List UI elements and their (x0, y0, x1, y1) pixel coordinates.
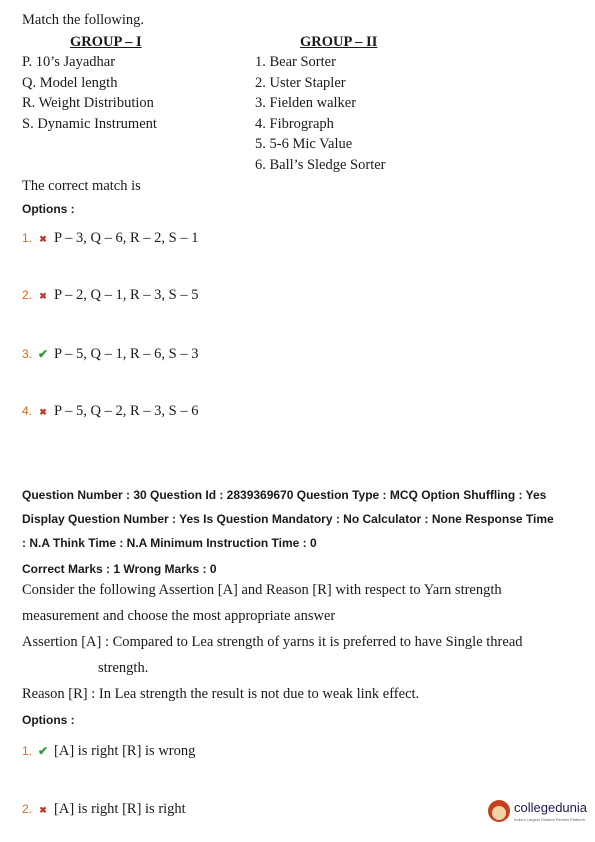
group2-item: 3. Fielden walker (255, 95, 357, 111)
group2-item: 2. Uster Stapler (255, 75, 346, 91)
option-text: P – 5, Q – 1, R – 6, S – 3 (54, 346, 199, 362)
cross-icon: ✖ (39, 407, 47, 417)
cross-icon: ✖ (39, 234, 47, 244)
option-number: 4. (22, 404, 33, 418)
question-meta-line: Question Number : 30 Question Id : 2839369670 Question Type : MCQ Option Shuffling : Yes (22, 488, 547, 502)
option-text: P – 2, Q – 1, R – 3, S – 5 (54, 287, 199, 303)
assertion-text: Assertion [A] : Compared to Lea strength of yarns it is preferred to have Single thread (22, 634, 523, 650)
check-icon: ✔ (37, 744, 49, 758)
option-row (22, 345, 199, 363)
group1-item: P. 10’s Jayadhar (22, 54, 116, 70)
group2-item: 4. Fibrograph (255, 116, 334, 132)
option-number: 3. (22, 347, 33, 361)
group2-header: GROUP – II (300, 34, 378, 50)
group2-item: 5. 5-6 Mic Value (255, 136, 353, 152)
option-row (22, 229, 199, 247)
group2-item: 6. Ball’s Sledge Sorter (255, 157, 386, 173)
cross-icon: ✖ (39, 805, 47, 815)
collegedunia-logo (488, 798, 595, 834)
mascot-icon (488, 800, 510, 822)
option-row (22, 402, 199, 420)
option-text: P – 3, Q – 6, R – 2, S – 1 (54, 230, 199, 246)
option-number: 1. (22, 744, 33, 758)
question-meta-line: Display Question Number : Yes Is Question Mandatory : No Calculator : None Response Time (22, 512, 554, 526)
logo-name: collegedunia (514, 800, 588, 815)
group2-item: 1. Bear Sorter (255, 54, 336, 70)
group1-item: R. Weight Distribution (22, 95, 154, 111)
cross-icon: ✖ (39, 291, 47, 301)
group1-item: S. Dynamic Instrument (22, 116, 157, 132)
option-text: [A] is right [R] is wrong (54, 743, 196, 759)
group1-header: GROUP – I (70, 34, 142, 50)
group1-item: Q. Model length (22, 75, 118, 91)
option-row (22, 800, 186, 818)
q2-stem: measurement and choose the most appropriate answer (22, 608, 336, 624)
question-meta-line: : N.A Think Time : N.A Minimum Instruction Time : 0 (22, 536, 317, 550)
option-number: 1. (22, 231, 33, 245)
marks-line: Correct Marks : 1 Wrong Marks : 0 (22, 562, 217, 576)
q1-options-label: Options : (22, 202, 75, 216)
option-text: P – 5, Q – 2, R – 3, S – 6 (54, 403, 199, 419)
option-text: [A] is right [R] is right (54, 801, 186, 817)
option-row (22, 742, 195, 760)
option-number: 2. (22, 802, 33, 816)
q1-prompt: The correct match is (22, 178, 141, 194)
q2-options-label: Options : (22, 713, 75, 727)
option-number: 2. (22, 288, 33, 302)
reason-text: Reason [R] : In Lea strength the result is not due to weak link effect. (22, 686, 420, 702)
assertion-text: strength. (98, 660, 149, 676)
option-row (22, 286, 199, 304)
check-icon: ✔ (37, 347, 49, 361)
logo-tagline: India's Largest Student Review Platform (514, 817, 586, 822)
q1-intro: Match the following. (22, 12, 145, 28)
q2-stem: Consider the following Assertion [A] and Reason [R] with respect to Yarn strength (22, 582, 502, 598)
